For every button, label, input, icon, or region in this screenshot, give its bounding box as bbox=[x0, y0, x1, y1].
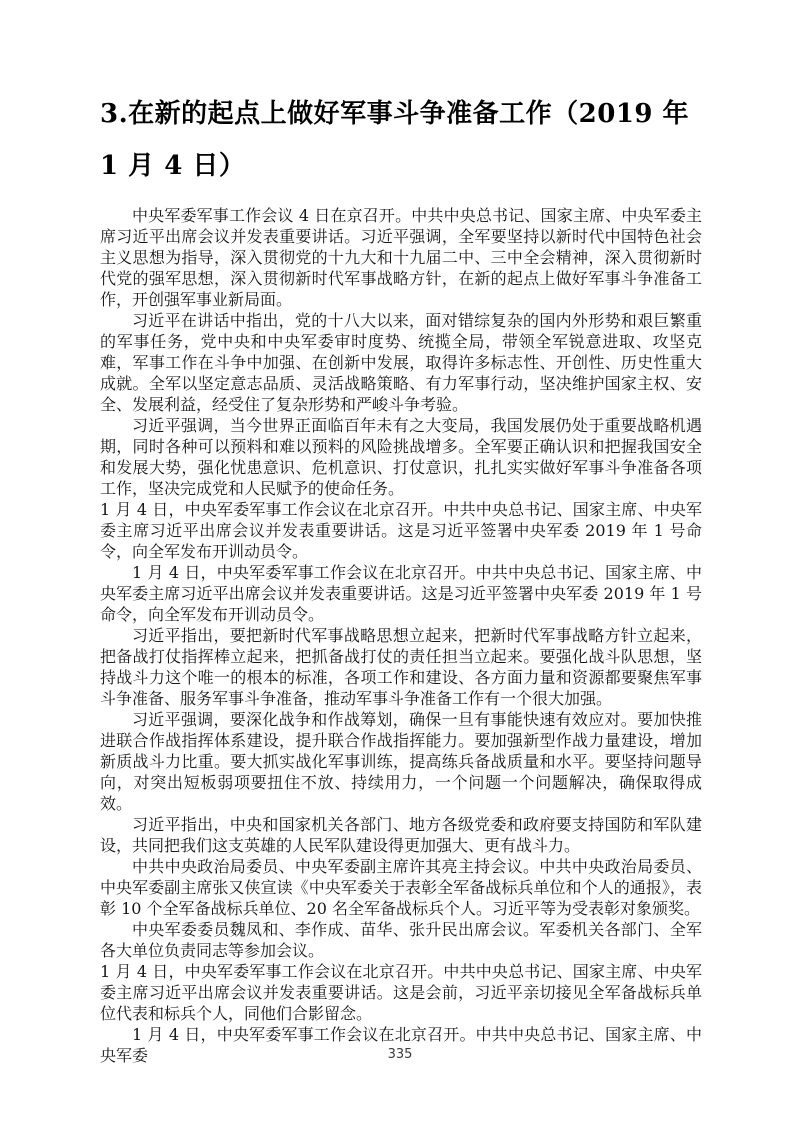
paragraph-attendees: 中央军委委员魏凤和、李作成、苗华、张升民出席会议。军委机关各部门、全军各大单位负责同志等参加会议。 bbox=[100, 920, 702, 960]
paragraph-achievements: 习近平在讲话中指出，党的十八大以来，面对错综复杂的国内外形势和艰巨繁重的军事任务，党中央和中央军委审时度势、统揽全局，带领全军锐意进取、攻坚克难，军事工作在斗争中加强、在创新中发展，取得许多标志性、开创性、历史性重大成就。全军以坚定意志品质、灵活战略策略、有力军事行动，坚决维护国家主权、安全、发展利益，经受住了复杂形势和严峻斗争考验。 bbox=[100, 311, 702, 414]
page-content bbox=[100, 88, 702, 1066]
paragraph-support: 习近平指出，中央和国家机关各部门、地方各级党委和政府要支持国防和军队建设，共同把我们这支英雄的人民军队建设得更加强大、更有战斗力。 bbox=[100, 815, 702, 855]
paragraph-world-situation: 习近平强调，当今世界正面临百年未有之大变局，我国发展仍处于重要战略机遇期，同时各种可以预料和难以预料的风险挑战增多。全军要正确认识和把握我国安全和发展大势，强化忧患意识、危机意识、打仗意识，扎扎实实做好军事斗争准备各项工作，坚决完成党和人民赋予的使命任务。 bbox=[100, 416, 702, 498]
page-number: 335 bbox=[387, 1047, 413, 1062]
document-body bbox=[100, 205, 702, 1066]
paragraph-mobilization-order: 1 月 4 日，中央军委军事工作会议在北京召开。中共中央总书记、国家主席、中央军委主席习近平出席会议并发表重要讲话。这是习近平签署中央军委 2019 年 1 号命令，向全军发布开训动员令。 bbox=[100, 563, 702, 624]
paragraph-truncated: 1 月 4 日，中央军委军事工作会议在北京召开。中共中央总书记、国家主席、中央军委 bbox=[100, 1025, 702, 1065]
paragraph-strategy: 习近平指出，要把新时代军事战略思想立起来，把新时代军事战略方针立起来，把备战打仗指挥棒立起来，把抓备战打仗的责任担当立起来。要强化战斗队思想，坚持战斗力这个唯一的根本的标准，各项工作和建设、各方面力量和资源都要聚焦军事斗争准备、服务军事斗争准备，推动军事斗争准备工作有一个很大加强。 bbox=[100, 626, 702, 708]
paragraph-opening: 中央军委军事工作会议 4 日在京召开。中共中央总书记、国家主席、中央军委主席习近平出席会议并发表重要讲话。习近平强调，全军要坚持以新时代中国特色社会主义思想为指导，深入贯彻党的十九大和十九届二中、三中全会精神，深入贯彻新时代党的强军思想，深入贯彻新时代军事战略方针，在新的起点上做好军事斗争准备工作，开创强军事业新局面。 bbox=[100, 206, 702, 309]
document-title: 3.在新的起点上做好军事斗争准备工作（2019 年 1 月 4 日） bbox=[100, 99, 690, 181]
paragraph-operations: 习近平强调，要深化战争和作战筹划，确保一旦有事能快速有效应对。要加快推进联合作战指挥体系建设，提升联合作战指挥能力。要加强新型作战力量建设，增加新质战斗力比重。要大抓实战化军事训练，提高练兵备战质量和水平。要坚持问题导向，对突出短板弱项要扭住不放、持续用力，一个问题一个问题解决，确保取得成效。 bbox=[100, 710, 702, 813]
caption-mobilization-order: 1 月 4 日，中央军委军事工作会议在北京召开。中共中央总书记、国家主席、中央军委主席习近平出席会议并发表重要讲话。这是习近平签署中央军委 2019 年 1 号命令，向全军发布开训动员令。 bbox=[100, 500, 702, 561]
caption-group-photo: 1 月 4 日，中央军委军事工作会议在北京召开。中共中央总书记、国家主席、中央军委主席习近平出席会议并发表重要讲话。这是会前，习近平亲切接见全军备战标兵单位代表和标兵个人，同他们合影留念。 bbox=[100, 962, 702, 1023]
paragraph-commendation: 中共中央政治局委员、中央军委副主席许其亮主持会议。中共中央政治局委员、中央军委副主席张又侠宣读《中央军委关于表彰全军备战标兵单位和个人的通报》，表彰 10 个全军备战标兵单位、20 名全军备战标兵个人。习近平等为受表彰对象颁奖。 bbox=[100, 857, 702, 918]
